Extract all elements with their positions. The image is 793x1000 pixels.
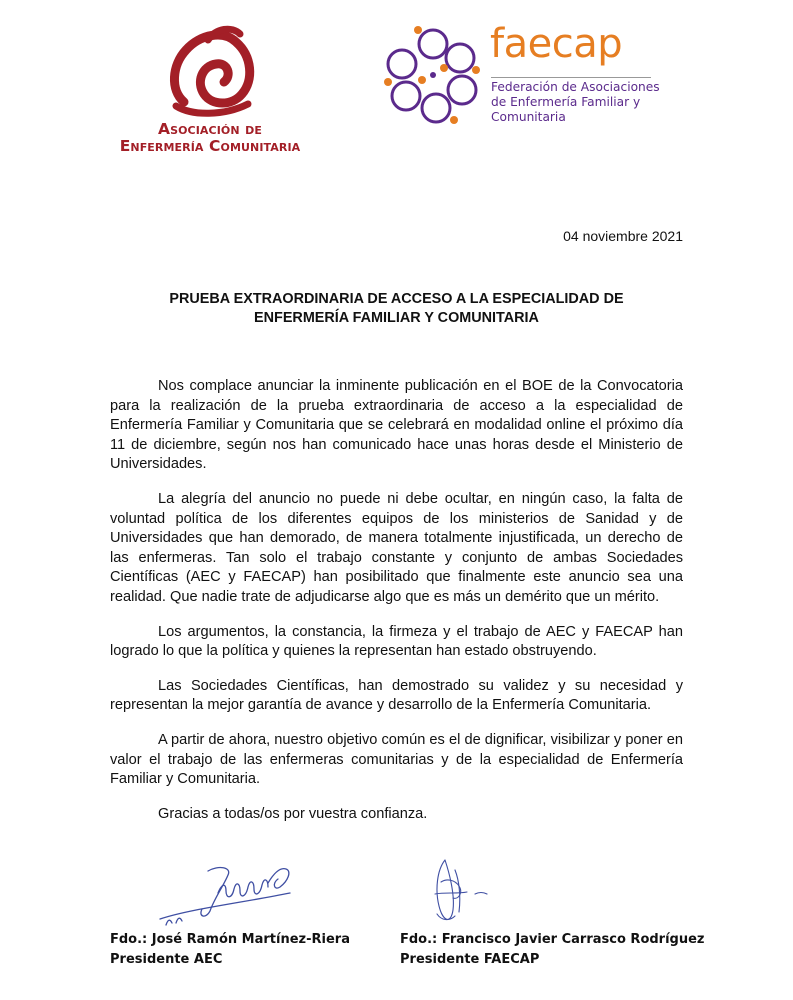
aec-logo-line2: Enfermería Comunitaria	[119, 137, 301, 155]
faecap-wordmark: faecap	[490, 21, 623, 67]
faecap-subtitle-line: Comunitaria	[491, 110, 566, 124]
signer-role: Presidente AEC	[110, 952, 223, 967]
aec-logo	[110, 20, 310, 160]
document-title	[110, 290, 683, 328]
signer-name: Fdo.: Francisco Javier Carrasco Rodríguez	[400, 932, 705, 947]
faecap-divider	[491, 77, 651, 78]
signature-faecap-president	[415, 850, 525, 935]
signature-aec-president	[140, 853, 300, 933]
aec-logo-text	[110, 121, 310, 155]
document-body	[110, 377, 683, 839]
body-paragraph: Las Sociedades Científicas, han demostrado su validez y su necesidad y representan la mejor garantía de avance y desarrollo de la Enfermería Comunitaria.	[110, 677, 683, 714]
body-paragraph: Nos complace anunciar la inminente publicación en el BOE de la Convocatoria para la realización de la prueba extraordinaria de acceso a la especialidad de Enfermería Familiar y Comunitaria que se celebrará en modalidad online el próximo día 11 de diciembre, según nos han comunicado hace unas horas desde el Ministerio de Universidades.	[110, 378, 683, 473]
aec-spiral-emblem-icon	[162, 20, 262, 120]
faecap-rings-emblem-icon	[378, 20, 488, 130]
faecap-subtitle-line: de Enfermería Familiar y	[491, 95, 641, 109]
body-paragraph: Gracias a todas/os por vuestra confianza.	[158, 805, 428, 822]
faecap-subtitle-line: Federación de Asociaciones	[491, 80, 660, 94]
faecap-subtitle	[491, 80, 660, 125]
signer-role: Presidente FAECAP	[400, 952, 540, 967]
signer-name: Fdo.: José Ramón Martínez-Riera	[110, 932, 350, 947]
signer-aec	[110, 930, 350, 970]
body-paragraph: A partir de ahora, nuestro objetivo común es el de dignificar, visibilizar y poner en valor el trabajo de las enfermeras comunitarias y de la especialidad de Enfermería Familiar y Comunitaria.	[110, 731, 683, 788]
document-title-line: ENFERMERÍA FAMILIAR Y COMUNITARIA	[254, 310, 539, 326]
document-date: 04 noviembre 2021	[563, 228, 683, 244]
body-paragraph: Los argumentos, la constancia, la firmeza y el trabajo de AEC y FAECAP han logrado lo que la política y quienes la representan han estado obstruyendo.	[110, 623, 683, 660]
aec-logo-line1: Asociación de	[157, 120, 262, 138]
document-title-line: PRUEBA EXTRAORDINARIA DE ACCESO A LA ESPECIALIDAD DE	[169, 291, 624, 307]
signer-faecap	[400, 930, 705, 970]
faecap-logo	[378, 20, 678, 130]
body-paragraph: La alegría del anuncio no puede ni debe ocultar, en ningún caso, la falta de voluntad política de los diferentes equipos de los ministerios de Sanidad y de Universidades que han demorado, de manera totalmente injustificada, un derecho de las enfermeras. Tan solo el trabajo constante y conjunto de ambas Sociedades Científicas (AEC y FAECAP) han posibilitado que finalmente este anuncio sea una realidad. Que nadie trate de adjudicarse algo que es más un demérito que un mérito.	[110, 490, 683, 605]
